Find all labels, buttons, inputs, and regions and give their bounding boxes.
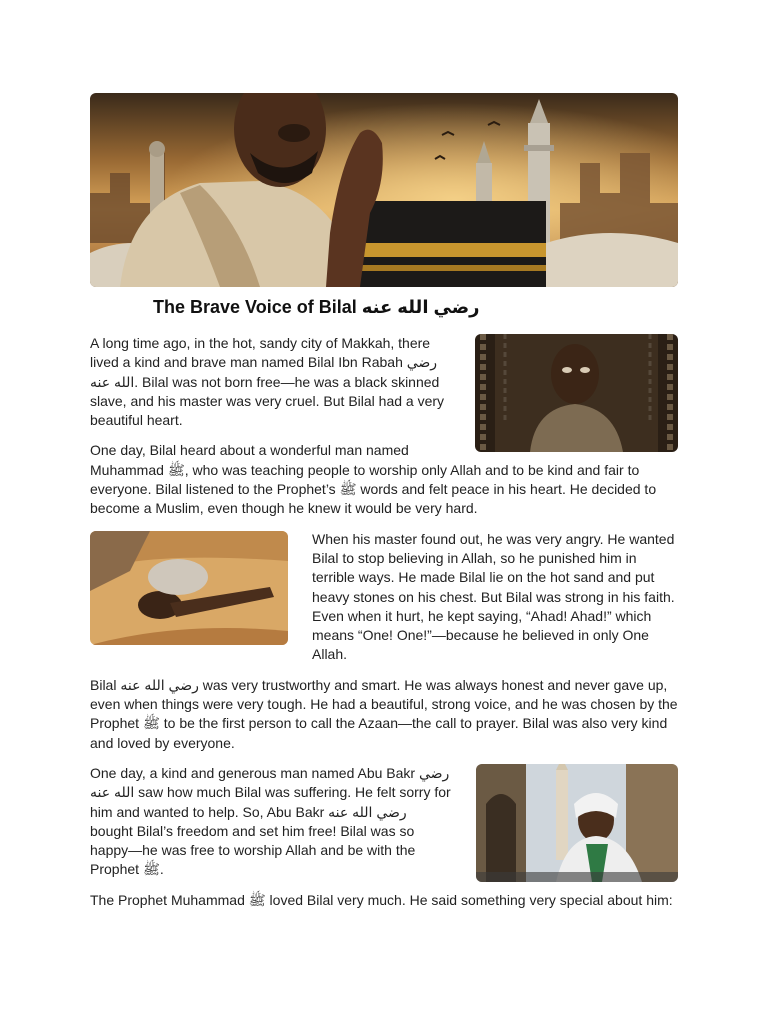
paragraph-punishment: When his master found out, he was very angry. He wanted Bilal to stop believing in Allah, so he punished him in terrible ways. He made Bilal lie on the hot sand and put heavy stones on his chest. But Bilal was strong in his faith. Even when it hurt, he kept saying, “Ahad! Ahad!” which means “One! One!”—because he believed in only One Allah. (312, 530, 675, 663)
mosque-image (476, 764, 678, 882)
paragraph-hears-prophet: One day, Bilal heard about a wonderful man named Muhammad ﷺ, who was teaching people to worship only Allah and to be kind and fair to everyone. Bilal listened to the Prophet’s ﷺ words and felt peace in his heart. He decided to become a Muslim, even though he knew it would be very hard. (90, 442, 657, 517)
hero-image (90, 93, 678, 287)
article (90, 93, 678, 921)
paragraph-freedom: One day, a kind and generous man named Abu Bakr رضي الله عنه saw how much Bilal was suffering. He felt sorry for him and wanted to help. So, Abu Bakr رضي الله عنه bought Bilal’s freedom and set him free! Bilal was so happy—he was free to worship Allah and be with the Prophet ﷺ. (90, 764, 451, 878)
paragraph-prophet-love: The Prophet Muhammad ﷺ loved Bilal very much. He said something very special about him: (90, 891, 673, 908)
chains-image (475, 334, 678, 452)
page-title: The Brave Voice of Bilal رضي الله عنه (153, 297, 480, 317)
paragraph-intro: A long time ago, in the hot, sandy city of Makkah, there lived a kind and brave man named Bilal Ibn Rabah رضي الله عنه. Bilal was not born free—he was a black skinned slave, and his master was very cruel. But Bilal had a very beautiful heart. (90, 335, 445, 429)
paragraph-trustworthy: Bilal رضي الله عنه was very trustworthy and smart. He was always honest and never gave up, even when things were very tough. He had a beautiful, strong voice, and he was chosen by the Prophet ﷺ to be the first person to call the Azaan—the call to prayer. Bilal was also very kind and loved by everyone. (90, 676, 678, 751)
sand-image (90, 531, 288, 645)
